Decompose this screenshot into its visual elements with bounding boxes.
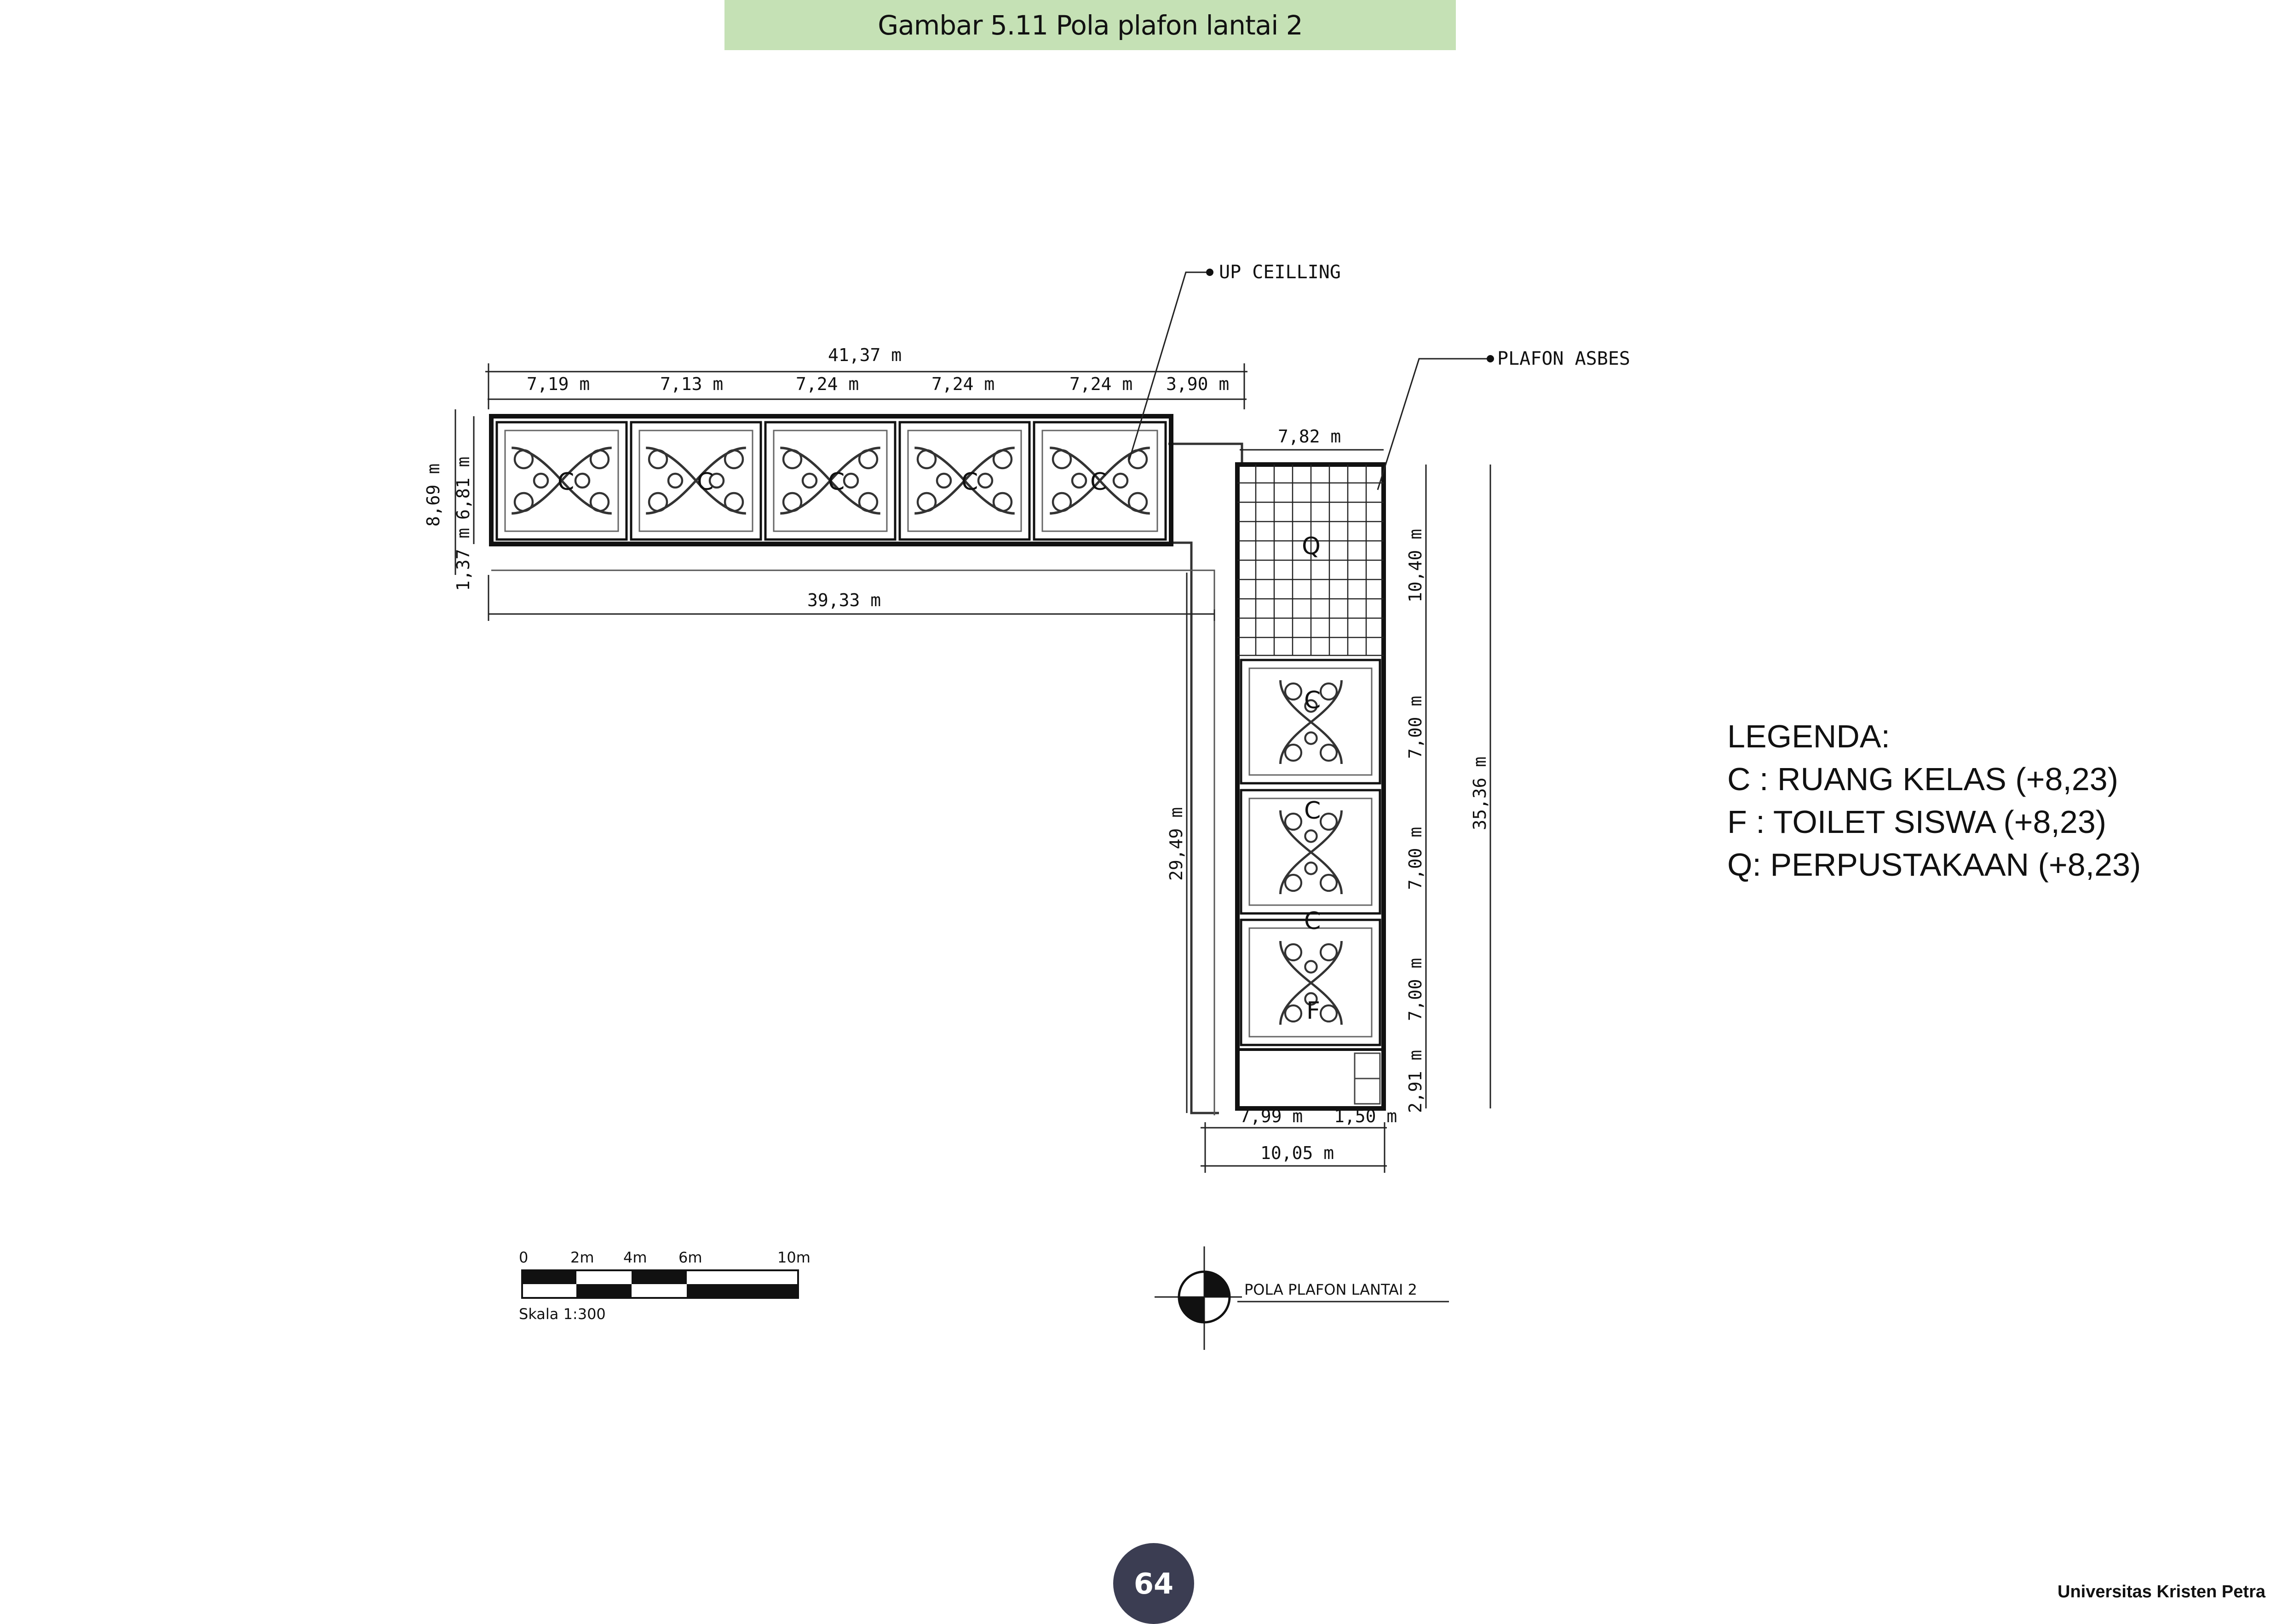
dim-vertical-corridor: 29,49 m: [1166, 807, 1186, 881]
plan-title-symbol: [1155, 1246, 1449, 1350]
dim-total-top: 41,37 m: [828, 345, 902, 365]
room-label-c3: C: [828, 468, 845, 496]
room-label-c6: C: [1304, 687, 1321, 714]
up-ceiling-label: UP CEILLING: [1219, 262, 1341, 283]
corridor-outer-line: [1168, 444, 1242, 465]
right-classrooms: [1237, 660, 1384, 1104]
dim-bottom-total: 10,05 m: [1260, 1143, 1334, 1163]
room-label-f: F: [1306, 997, 1320, 1025]
up-ceiling-dot: [1206, 269, 1213, 276]
plan-title-label: POLA PLAFON LANTAI 2: [1244, 1281, 1417, 1298]
room-labels: [558, 468, 1321, 1025]
dim-corridor: 39,33 m: [807, 590, 881, 610]
classroom-c2: [631, 422, 761, 539]
legend-item-q: Q: PERPUSTAKAAN (+8,23): [1727, 847, 2141, 883]
footer-institution: Universitas Kristen Petra: [2058, 1582, 2265, 1601]
dim-right-5: 2,91 m: [1405, 1050, 1426, 1113]
dim-right-3: 7,00 m: [1405, 826, 1426, 890]
classroom-c8: [1241, 920, 1380, 1045]
plafon-asbes-label: PLAFON ASBES: [1497, 348, 1630, 369]
dim-library: 7,82 m: [1278, 426, 1341, 447]
page-number-badge: [1113, 1543, 1194, 1624]
figure-title: Gambar 5.11 Pola plafon lantai 2: [878, 9, 1303, 41]
dim-right-2: 7,00 m: [1405, 695, 1426, 759]
room-label-q: Q: [1302, 533, 1321, 560]
dim-left-total: 8,69 m: [423, 463, 443, 527]
scale-tick-10m: 10m: [777, 1249, 810, 1266]
room-label-c2: C: [697, 468, 714, 496]
dim-top-6: 3,90 m: [1166, 374, 1230, 394]
dim-right-4: 7,00 m: [1405, 958, 1426, 1021]
plafon-asbes-dot: [1487, 355, 1494, 362]
legend: [1727, 715, 2141, 886]
scale-label: Skala 1:300: [519, 1305, 606, 1323]
dim-right-total: 35,36 m: [1470, 756, 1490, 830]
scale-tick-4m: 4m: [623, 1249, 647, 1266]
room-label-c8: C: [1304, 907, 1321, 935]
legend-heading: LEGENDA:: [1727, 718, 1890, 754]
scale-bar: [519, 1249, 810, 1323]
classroom-c6: [1241, 660, 1380, 783]
room-label-c7: C: [1304, 797, 1321, 825]
corridor-inner-line: [491, 570, 1214, 1115]
toilet-area: [1237, 1050, 1384, 1104]
dim-left-room: 6,81 m: [453, 456, 473, 520]
dim-top-3: 7,24 m: [796, 374, 859, 394]
scale-tick-0: 0: [519, 1249, 529, 1266]
page-number: 64: [1133, 1567, 1174, 1601]
dim-bottom-2: 1,50 m: [1334, 1106, 1397, 1126]
legend-item-c: C : RUANG KELAS (+8,23): [1727, 761, 2119, 797]
legend-item-f: F : TOILET SISWA (+8,23): [1727, 804, 2107, 840]
scale-tick-2m: 2m: [570, 1249, 594, 1266]
room-label-c4: C: [961, 468, 978, 496]
dim-bottom-1: 7,99 m: [1240, 1106, 1303, 1126]
scale-tick-6m: 6m: [678, 1249, 702, 1266]
dim-top-4: 7,24 m: [931, 374, 995, 394]
room-label-c5: C: [1090, 468, 1107, 496]
dim-top-5: 7,24 m: [1069, 374, 1133, 394]
dim-right-1: 10,40 m: [1405, 528, 1426, 603]
top-corridor-outline: [491, 543, 1219, 1113]
dim-top-2: 7,13 m: [660, 374, 724, 394]
dim-left-corridor: 1,37 m: [453, 528, 473, 591]
dim-top-1: 7,19 m: [527, 374, 590, 394]
room-label-c1: C: [558, 468, 575, 496]
